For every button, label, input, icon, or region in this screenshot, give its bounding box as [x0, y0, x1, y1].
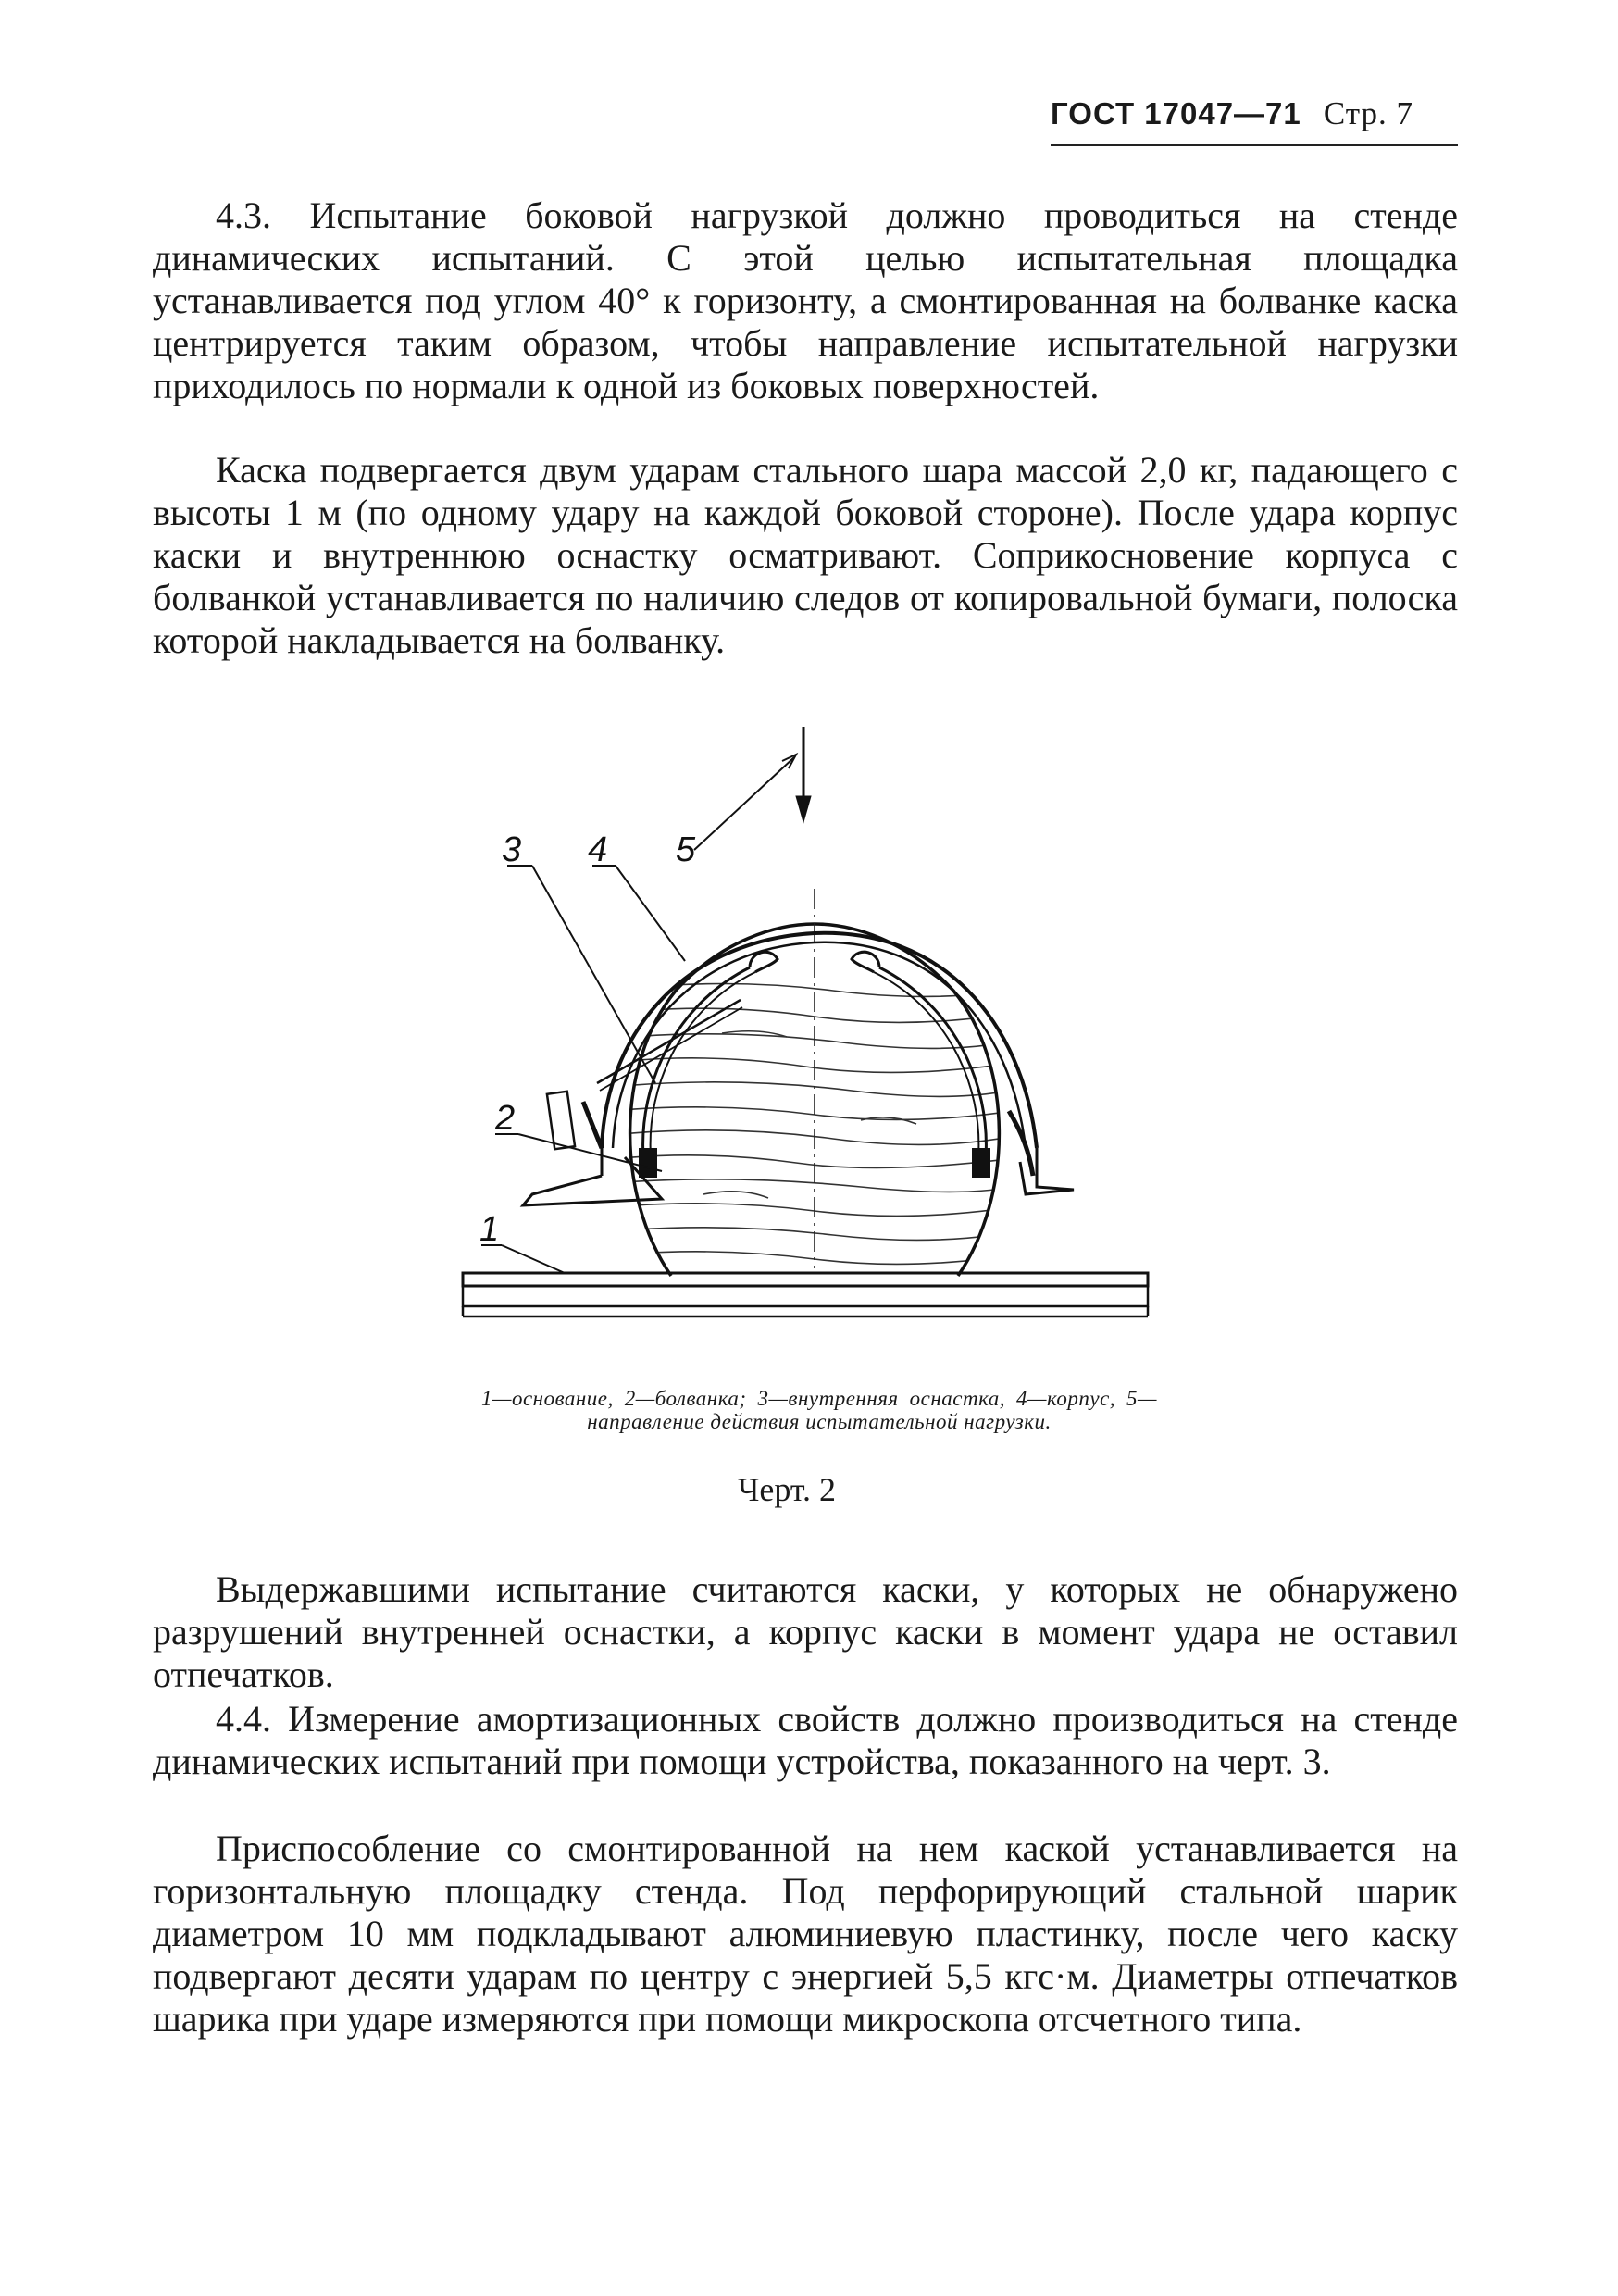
label-3: 3 — [502, 830, 522, 869]
paragraph-4-3: 4.3. Испытание боковой нагрузкой должно проводиться на стенде динамических испытаний. С этой целью испытательная площадка устанавливается под углом 40° к горизонту, а смонтированная на болванке каска центрируется таким образом, чтобы направление испытательной нагрузки приходилось по нормали к одной из боковых поверхностей. — [153, 194, 1458, 406]
figure-helmet-side-test — [444, 713, 1185, 1389]
paragraph-4-4: 4.4. Измерение амортизационных свойств должно производиться на стенде динамических испытаний при помощи устройства, показанного на черт. 3. — [153, 1698, 1458, 1782]
load-direction-arrow — [694, 727, 811, 850]
label-5: 5 — [676, 830, 696, 869]
figure-caption: 1—основание, 2—болванка; 3—внутренняя оснастка, 4—корпус, 5—направление действия испытательной нагрузки. — [481, 1387, 1157, 1433]
figure-number: Черт. 2 — [738, 1471, 836, 1508]
gost-number: ГОСТ 17047—71 — [1051, 96, 1301, 131]
label-2: 2 — [495, 1099, 516, 1138]
paragraph-impact: Каска подвергается двум ударам стального шара массой 2,0 кг, падающего с высоты 1 м (по одному удару на каждой боковой стороне). После удара корпус каски и внутреннюю оснастку осматривают. Соприкосновение корпуса с болванкой устанавливается по наличию следов от копировальной бумаги, полоска которой накладывается на болванку. — [153, 449, 1458, 661]
leader-lines — [481, 866, 685, 1273]
label-1: 1 — [479, 1210, 500, 1249]
paragraph-result: Выдержавшими испытание считаются каски, у которых не обнаружено разрушений внутренней оснастки, а корпус каски в момент удара не оставил отпечатков. — [153, 1568, 1458, 1695]
paragraph-device: Приспособление со смонтированной на нем каской устанавливается на горизонтальную площадку стенда. Под перфорирующий стальной шарик диаметром 10 мм подкладывают алюминиевую пластинку, после чего каску подвергают десяти ударам по центру с энергией 5,5 кгс·м. Диаметры отпечатков шарика при ударе измеряются при помощи микроскопа отсчетного типа. — [153, 1828, 1458, 2040]
label-4: 4 — [588, 830, 608, 869]
page-number: Стр. 7 — [1323, 95, 1414, 131]
base-plate — [463, 1273, 1148, 1316]
page-header — [1051, 95, 1458, 146]
